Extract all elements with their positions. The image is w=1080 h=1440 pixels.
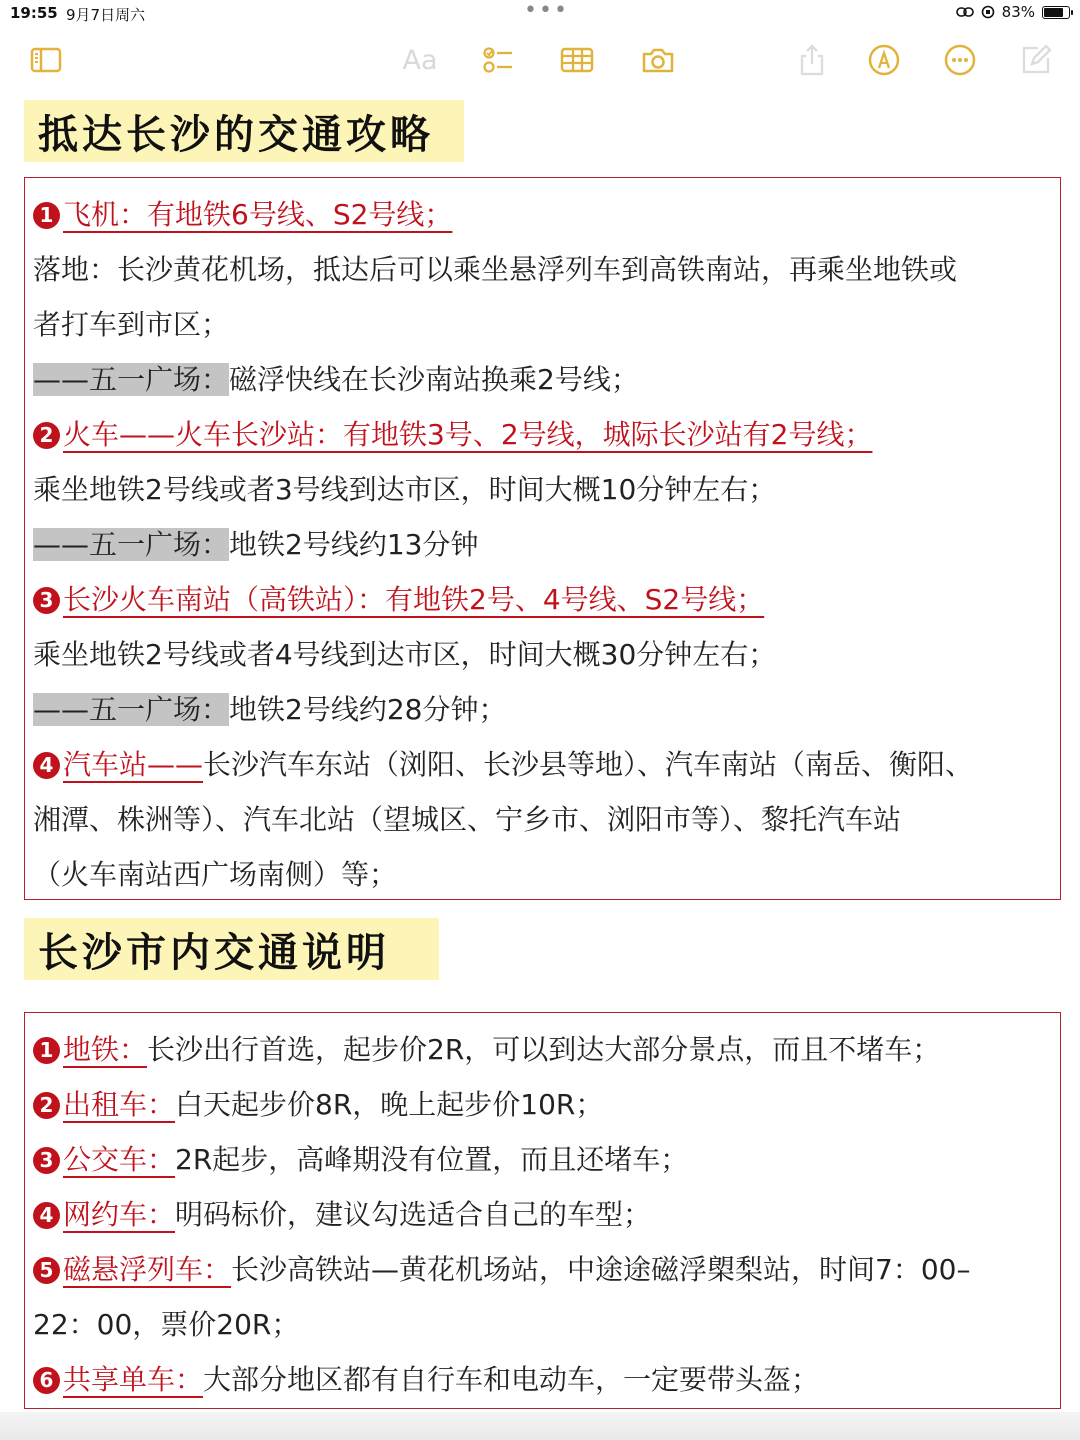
line-text: 长沙汽车东站（浏阳、长沙县等地）、汽车南站（南岳、衡阳、	[203, 748, 974, 781]
compose-icon[interactable]	[1016, 40, 1056, 80]
status-date: 9月7日周六	[66, 6, 146, 24]
note-line	[33, 407, 872, 462]
red-label: 地铁：	[63, 1033, 148, 1066]
format-text-icon[interactable]: Aa	[402, 44, 438, 76]
red-label: 出租车：	[63, 1088, 176, 1121]
section1-title: 抵达长沙的交通攻略	[24, 100, 464, 162]
line-text: 22：00，票价20R；	[33, 1308, 300, 1341]
number-badge: 3	[33, 587, 60, 614]
line-text: 磁浮快线在长沙南站换乘2号线；	[229, 363, 639, 396]
section2-box	[24, 1012, 1061, 1409]
note-line	[33, 1242, 970, 1297]
line-text: 乘坐地铁2号线或者3号线到达市区，时间大概10分钟左右；	[33, 473, 777, 506]
section2-title: 长沙市内交通说明	[24, 918, 439, 980]
note-line	[33, 352, 639, 407]
share-icon[interactable]	[792, 40, 832, 80]
number-badge: 4	[33, 752, 60, 779]
line-text: 长沙出行首选，起步价2R，可以到达大部分景点，而且不堵车；	[147, 1033, 941, 1066]
status-time: 19:55	[10, 4, 58, 22]
line-text: 大部分地区都有自行车和电动车，一定要带头盔；	[203, 1363, 820, 1396]
line-text: 明码标价，建议勾选适合自己的车型；	[175, 1198, 652, 1231]
sidebar-icon[interactable]	[26, 40, 66, 80]
line-text: 地铁2号线约28分钟；	[229, 693, 507, 726]
red-label: 长沙火车南站（高铁站）：有地铁2号、4号线、S2号线；	[63, 583, 765, 616]
markup-pen-icon[interactable]	[864, 40, 904, 80]
number-badge: 1	[33, 202, 60, 229]
table-icon[interactable]	[557, 40, 597, 80]
red-label: 飞机：有地铁6号线、S2号线；	[63, 198, 453, 231]
red-label: 网约车：	[63, 1198, 176, 1231]
number-badge: 3	[33, 1147, 60, 1174]
red-label: 磁悬浮列车：	[63, 1253, 232, 1286]
line-text: 湘潭、株洲等）、汽车北站（望城区、宁乡市、浏阳市等）、黎托汽车站	[33, 803, 902, 836]
line-text: 落地：长沙黄花机场，抵达后可以乘坐悬浮列车到高铁南站，再乘坐地铁或	[33, 253, 958, 286]
note-line	[33, 792, 901, 847]
multitasking-dots-icon[interactable]: •••	[524, 0, 569, 23]
number-badge: 4	[33, 1202, 60, 1229]
number-badge: 2	[33, 422, 60, 449]
notes-toolbar	[0, 36, 1080, 86]
status-right	[956, 3, 1070, 21]
number-badge: 6	[33, 1367, 60, 1394]
orientation-lock-icon	[981, 5, 995, 19]
note-line	[33, 462, 776, 517]
note-line	[33, 242, 957, 297]
camera-icon[interactable]	[638, 40, 678, 80]
note-line	[33, 187, 452, 242]
note-line	[33, 627, 776, 682]
highlight-label: ——五一广场：	[33, 528, 230, 561]
note-line	[33, 517, 478, 572]
highlight-label: ——五一广场：	[33, 693, 230, 726]
checklist-icon[interactable]	[478, 40, 518, 80]
red-label: 公交车：	[63, 1143, 176, 1176]
note-line	[33, 1022, 940, 1077]
line-text: 者打车到市区；	[33, 308, 230, 341]
note-line	[33, 737, 973, 792]
red-label: 火车——火车长沙站：有地铁3号、2号线，城际长沙站有2号线；	[63, 418, 873, 451]
line-text: 2R起步，高峰期没有位置，而且还堵车；	[175, 1143, 689, 1176]
battery-percent: 83%	[1001, 3, 1035, 21]
note-line	[33, 1297, 299, 1352]
note-line	[33, 297, 229, 352]
line-text: 地铁2号线约13分钟	[229, 528, 479, 561]
note-line	[33, 1132, 688, 1187]
battery-icon	[1042, 6, 1070, 19]
number-badge: 2	[33, 1092, 60, 1119]
note-line	[33, 572, 764, 627]
line-text: 白天起步价8R，晚上起步价10R；	[175, 1088, 604, 1121]
note-line	[33, 1187, 651, 1242]
status-bar	[0, 0, 1080, 28]
note-line	[33, 1352, 819, 1407]
red-label: 汽车站——	[63, 748, 204, 781]
note-line	[33, 1077, 603, 1132]
bottom-shade	[0, 1412, 1080, 1440]
line-text: 乘坐地铁2号线或者4号线到达市区，时间大概30分钟左右；	[33, 638, 777, 671]
note-line	[33, 682, 506, 737]
line-text: （火车南站西广场南侧）等；	[33, 858, 398, 891]
more-icon[interactable]	[940, 40, 980, 80]
number-badge: 5	[33, 1257, 60, 1284]
line-text: 长沙高铁站—黄花机场站，中途途磁浮㮾梨站，时间7：00–	[231, 1253, 971, 1286]
note-line	[33, 847, 397, 902]
number-badge: 1	[33, 1037, 60, 1064]
red-label: 共享单车：	[63, 1363, 204, 1396]
section1-box	[24, 177, 1061, 900]
highlight-label: ——五一广场：	[33, 363, 230, 396]
link-icon	[956, 6, 974, 18]
